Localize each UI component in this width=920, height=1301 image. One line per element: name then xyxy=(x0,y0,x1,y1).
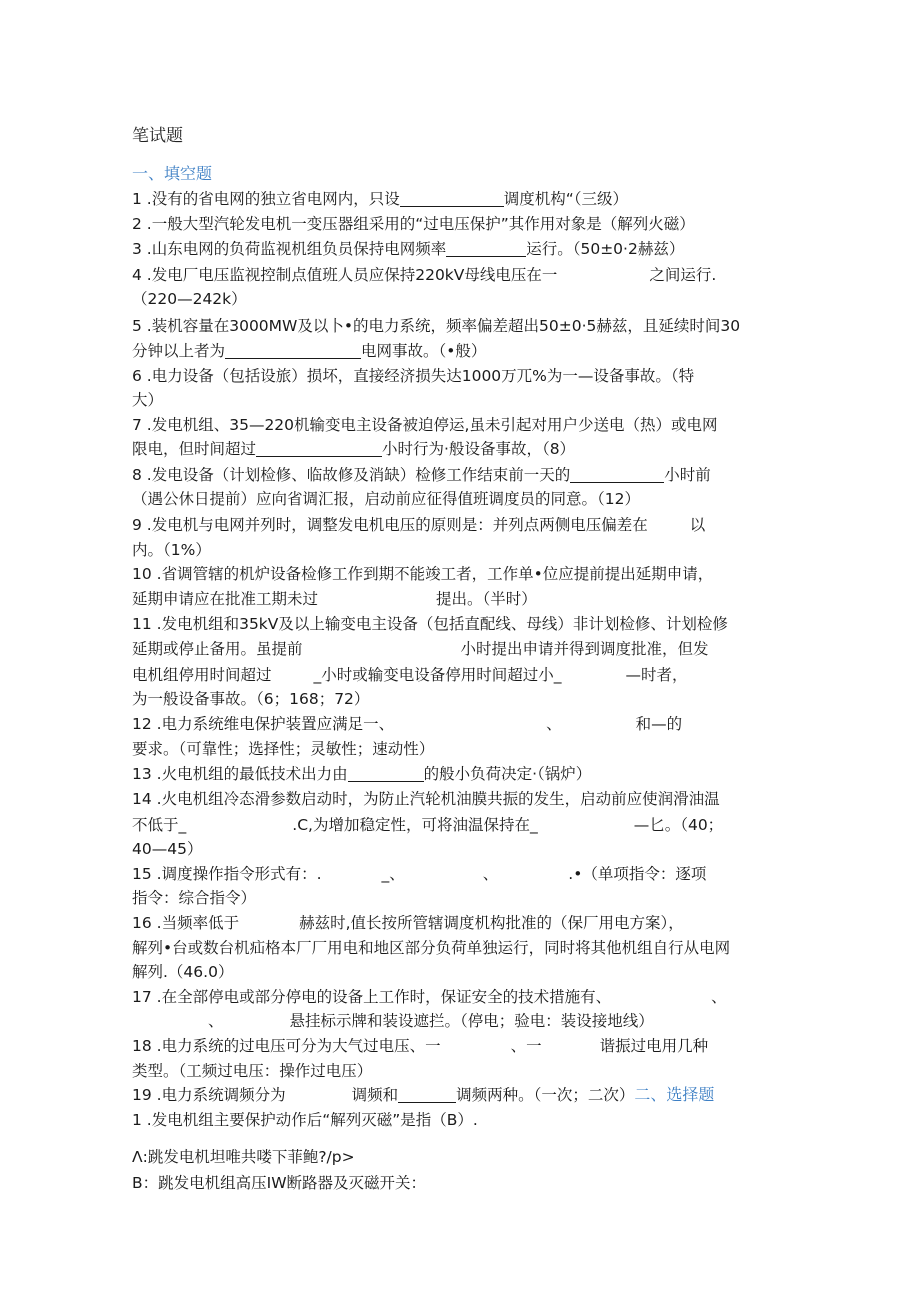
section-heading-fill-in: 一、填空题 xyxy=(132,164,213,183)
question-7: 7 .发电机组、35—220机输变电主设备被迫停运,虽未引起对用户少送电（热）或电网 xyxy=(132,416,718,434)
question-8-cont: （遇公休日提前）应向省调汇报，启动前应征得值班调度员的同意。（12） xyxy=(132,490,640,508)
question-12: 12 .电力系统维电保护装置应满足一、 、 和—的 xyxy=(132,715,683,733)
question-11: 11 .发电机组和35kV及以上输变电主设备（包括直配线、母线）非计划检修、计划检修 xyxy=(132,615,728,633)
question-19: 19 .电力系统调频分为 调频和 调频两种。（一次；二次）二、选择题 xyxy=(132,1085,715,1104)
question-15: 15 .调度操作指令形式有：. _、 、 .•（单项指令：逐项 xyxy=(132,865,707,883)
question-5: 5 .装机容量在3000MW及以卜•的电力系统，频率偏差超出50±0·5赫兹，且延续时间30 xyxy=(132,317,741,335)
choice-question-1: 1 .发电机组主要保护动作后“解列灭磁”是指（B）. xyxy=(132,1111,478,1129)
question-14-cont: 不低于_ .C,为增加稳定性，可将油温保持在_ —匕。（40； xyxy=(132,816,724,834)
choice-option-a: Λ:跳发电机坦唯共喽下菲鲍?/p> xyxy=(132,1148,355,1166)
answer-blank xyxy=(570,466,664,483)
question-10: 10 .省调管辖的机炉设备检修工作到期不能竣工者，工作单•位应提前提出延期申请， xyxy=(132,565,714,583)
question-6: 6 .电力设备（包括设旅）损坏，直接经济损失达1000万兀%为一—设备事故。（特 xyxy=(132,367,695,385)
question-6-cont: 大） xyxy=(132,391,164,409)
question-11-cont2: 电机组停用时间超过 _小时或输变电设备停用时间超过小_ —时者， xyxy=(132,666,688,684)
question-14-answer: 40—45） xyxy=(132,840,203,858)
question-8: 8 .发电设备（计划检修、临故修及消缺）检修工作结束前一天的 小时前 xyxy=(132,466,711,484)
question-15-answer: 指令：综合指令） xyxy=(132,889,257,907)
answer-blank xyxy=(348,765,424,782)
question-12-answer: 要求。（可靠性；选择性；灵敏性；速动性） xyxy=(132,740,435,758)
answer-blank xyxy=(398,1086,456,1103)
answer-blank xyxy=(225,342,361,359)
question-17-cont: 、 悬挂标示牌和装设遮拦。（停电；验电：装设接地线） xyxy=(208,1012,654,1030)
page-title: 笔试题 xyxy=(132,126,183,146)
question-2: 2 .一般大型汽轮发电机一变压器组采用的“过电压保护”其作用对象是（解列火磁） xyxy=(132,215,695,233)
question-13: 13 .火电机组的最低技术出力由 的般小负荷决定·（锅炉） xyxy=(132,765,592,783)
question-7-cont: 限电，但时间超过 小时行为·般设备事故，（8） xyxy=(132,440,576,458)
question-18: 18 .电力系统的过电压可分为大气过电压、一 、一 谐振过电用几种 xyxy=(132,1037,709,1055)
answer-blank xyxy=(400,190,504,207)
section-heading-choice: 二、选择题 xyxy=(634,1085,715,1104)
question-17: 17 .在全部停电或部分停电的设备上工作时，保证安全的技术措施有、 、 xyxy=(132,988,727,1006)
question-3: 3 .山东电网的负荷监视机组负员保持电网频率 运行。（50±0·2赫兹） xyxy=(132,240,685,258)
question-16-answer: 解列.（46.0） xyxy=(132,963,234,981)
question-14: 14 .火电机组冷态滑参数启动时，为防止汽轮机油膜共振的发生，启动前应使润滑油温 xyxy=(132,790,720,808)
question-9-cont: 内。（1%） xyxy=(132,541,211,559)
choice-option-b: B：跳发电机组高压IW断路器及灭磁开关： xyxy=(132,1174,427,1192)
question-5-cont: 分钟以上者为 电网事故。（•般） xyxy=(132,342,487,360)
question-1: 1 .没有的省电网的独立省电网内，只设 调度机构“（三级） xyxy=(132,190,628,208)
question-4: 4 .发电厂电压监视控制点值班人员应保持220kV母线电压在一 之间运行. xyxy=(132,266,717,284)
question-9: 9 .发电机与电网并列时，调整发电机电压的原则是：并列点两侧电压偏差在 以 xyxy=(132,516,706,534)
question-10-cont: 延期申请应在批准工期未过 提出。（半时） xyxy=(132,590,537,608)
answer-blank xyxy=(446,240,526,257)
answer-blank xyxy=(256,440,382,457)
question-18-answer: 类型。（工频过电压：操作过电压） xyxy=(132,1062,373,1080)
question-16: 16 .当频率低于 赫兹时,值长按所管辖调度机构批准的（保厂用电方案）， xyxy=(132,914,684,932)
question-11-answer: 为一般设备事故。（6；168；72） xyxy=(132,690,370,708)
question-4-answer: （220—242k） xyxy=(132,290,247,308)
question-11-cont: 延期或停止备用。虽提前 小时提出申请并得到调度批准，但发 xyxy=(132,640,709,658)
question-16-cont: 解列•台或数台机疝格本厂厂用电和地区部分负荷单独运行，同时将其他机组自行从电网 xyxy=(132,939,731,957)
